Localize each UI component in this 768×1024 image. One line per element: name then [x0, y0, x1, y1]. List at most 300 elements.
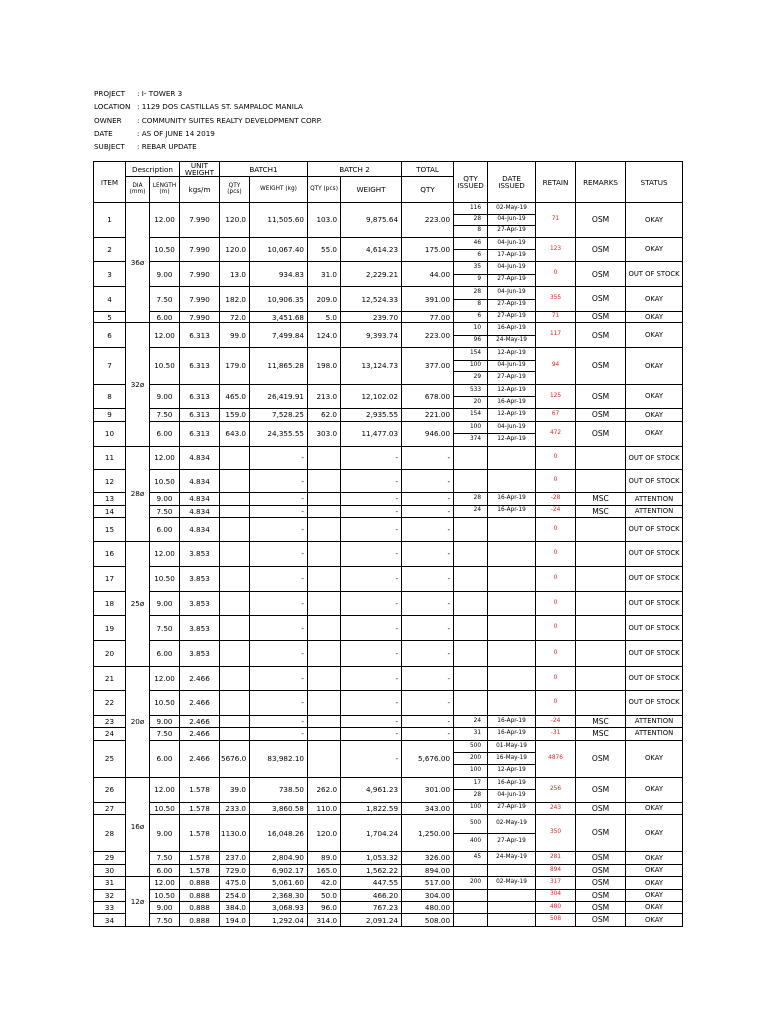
col-date-issued: DATE ISSUED	[488, 162, 536, 203]
retain-cell: 0	[536, 591, 576, 616]
qty-issued-cell	[454, 203, 488, 237]
item-cell: 31	[94, 877, 126, 889]
remarks-cell	[576, 518, 626, 542]
date-issued-cell	[488, 889, 536, 901]
issued-date	[488, 890, 535, 901]
remarks-cell: OSM	[576, 815, 626, 852]
remarks-cell: OSM	[576, 312, 626, 323]
b1-qty-cell: 1130.0	[220, 815, 250, 852]
qty-issued-cell	[454, 914, 488, 927]
b2-weight-cell: 1,704.24	[341, 815, 402, 852]
retain-cell: 71	[536, 203, 576, 237]
b1-qty-cell	[220, 566, 250, 591]
item-cell: 12	[94, 470, 126, 493]
total-qty-cell: 5,676.00	[402, 740, 454, 777]
remarks-cell: OSM	[576, 877, 626, 889]
issued-qty: 500	[469, 820, 482, 827]
qty-issued-cell	[454, 802, 488, 814]
b1-qty-cell: 99.0	[220, 323, 250, 348]
issued-date: 12-Apr-19	[497, 350, 526, 357]
b1-qty-cell	[220, 591, 250, 616]
date-issued-cell	[488, 237, 536, 262]
issued-qty: 100	[454, 764, 487, 776]
table-row	[94, 815, 683, 852]
status-cell: OKAY	[626, 237, 683, 262]
b2-weight-cell: -	[341, 518, 402, 542]
b1-weight-cell: -	[250, 493, 308, 505]
status-cell: OUT OF STOCK	[626, 518, 683, 542]
dia-cell: 36ø	[126, 203, 150, 323]
unit-weight-cell: 1.578	[180, 864, 220, 876]
b2-weight-cell: -	[341, 493, 402, 505]
date-issued-cell	[488, 877, 536, 889]
col-total-qty: QTY	[402, 177, 454, 203]
issued-qty: 96	[454, 335, 487, 347]
retain-cell: 350	[536, 815, 576, 852]
total-qty-cell: 508.00	[402, 914, 454, 927]
qty-issued-cell	[454, 518, 488, 542]
unit-weight-cell: 3.853	[180, 541, 220, 566]
qty-issued-cell	[454, 505, 488, 517]
col-b2-qty: QTY (pcs)	[308, 177, 341, 203]
table-row	[94, 203, 683, 237]
retain-cell: 508	[536, 914, 576, 927]
unit-weight-cell: 3.853	[180, 641, 220, 667]
issued-qty: 500	[469, 742, 482, 749]
issued-date	[488, 542, 535, 565]
b2-weight-cell: -	[341, 667, 402, 691]
b2-qty-cell	[308, 616, 341, 641]
total-qty-cell: 304.00	[402, 889, 454, 901]
b2-weight-cell: 12,102.02	[341, 384, 402, 409]
qty-issued-cell	[454, 470, 488, 493]
subject-line	[94, 140, 322, 153]
issued-qty: 17	[473, 779, 482, 786]
issued-qty: 154	[469, 350, 482, 357]
b2-qty-cell	[308, 740, 341, 777]
table-row	[94, 591, 683, 616]
date-issued-cell	[488, 777, 536, 802]
length-cell: 12.00	[150, 877, 180, 889]
issued-date: 27-Apr-19	[488, 225, 535, 236]
issued-date: 12-Apr-19	[497, 411, 526, 418]
issued-qty	[454, 902, 487, 913]
issued-qty	[454, 865, 487, 876]
b1-qty-cell	[220, 667, 250, 691]
issued-qty: 8	[454, 299, 487, 311]
remarks-cell	[576, 446, 626, 470]
date-issued-cell	[488, 203, 536, 237]
col-description: Description	[126, 162, 180, 177]
remarks-cell: OSM	[576, 237, 626, 262]
status-cell: OKAY	[626, 914, 683, 927]
qty-issued-cell	[454, 323, 488, 348]
item-cell: 27	[94, 802, 126, 814]
b2-qty-cell: 209.0	[308, 287, 341, 312]
unit-weight-cell: 6.313	[180, 409, 220, 421]
b1-weight-cell: 2,368.30	[250, 889, 308, 901]
item-cell: 26	[94, 777, 126, 802]
col-batch2: BATCH 2	[308, 162, 402, 177]
b2-weight-cell: 466.20	[341, 889, 402, 901]
item-cell: 18	[94, 591, 126, 616]
table-row	[94, 777, 683, 802]
col-retain: RETAIN	[536, 162, 576, 203]
b1-weight-cell: -	[250, 470, 308, 493]
b1-weight-cell: 16,048.26	[250, 815, 308, 852]
retain-cell: 71	[536, 312, 576, 323]
date-issued-cell	[488, 802, 536, 814]
date-label: DATE	[94, 128, 113, 138]
remarks-cell: MSC	[576, 715, 626, 727]
status-cell: OKAY	[626, 348, 683, 384]
date-issued-cell	[488, 616, 536, 641]
issued-qty: 200	[454, 752, 487, 764]
length-cell: 10.50	[150, 470, 180, 493]
b2-weight-cell: 2,091.24	[341, 914, 402, 927]
issued-qty: 28	[473, 495, 482, 501]
status-cell: OKAY	[626, 902, 683, 914]
issued-qty: 46	[473, 239, 482, 246]
rebar-table	[93, 161, 683, 927]
issued-qty: 100	[469, 804, 482, 811]
location-label: LOCATION	[94, 102, 131, 112]
issued-qty: 24	[473, 717, 482, 724]
remarks-cell: MSC	[576, 505, 626, 517]
status-cell: OUT OF STOCK	[626, 690, 683, 715]
status-cell: OUT OF STOCK	[626, 262, 683, 287]
qty-issued-cell	[454, 409, 488, 421]
issued-date	[488, 667, 535, 689]
retain-cell: 0	[536, 470, 576, 493]
b2-qty-cell: 198.0	[308, 348, 341, 384]
b2-qty-cell: 50.0	[308, 889, 341, 901]
item-cell: 28	[94, 815, 126, 852]
item-cell: 22	[94, 690, 126, 715]
b2-weight-cell: 13,124.73	[341, 348, 402, 384]
item-cell: 6	[94, 323, 126, 348]
item-cell: 7	[94, 348, 126, 384]
status-cell: OKAY	[626, 852, 683, 864]
b2-qty-cell	[308, 505, 341, 517]
remarks-cell: OSM	[576, 409, 626, 421]
b1-qty-cell: 194.0	[220, 914, 250, 927]
issued-qty: 154	[469, 411, 482, 418]
length-cell: 12.00	[150, 446, 180, 470]
remarks-cell: MSC	[576, 493, 626, 505]
b1-weight-cell: -	[250, 541, 308, 566]
issued-qty	[454, 542, 487, 565]
retain-cell: -28	[536, 493, 576, 505]
qty-issued-cell	[454, 616, 488, 641]
unit-weight-cell: 1.578	[180, 815, 220, 852]
b2-qty-cell: 89.0	[308, 852, 341, 864]
unit-weight-cell: 6.313	[180, 421, 220, 446]
b1-weight-cell: 934.83	[250, 262, 308, 287]
length-cell: 12.00	[150, 541, 180, 566]
b1-weight-cell: -	[250, 591, 308, 616]
unit-weight-cell: 1.578	[180, 777, 220, 802]
b2-weight-cell: -	[341, 541, 402, 566]
retain-cell: 256	[536, 777, 576, 802]
b2-qty-cell: 42.0	[308, 877, 341, 889]
issued-qty: 100	[454, 360, 487, 372]
total-qty-cell: 1,250.00	[402, 815, 454, 852]
qty-issued-cell	[454, 641, 488, 667]
retain-cell: 4876	[536, 740, 576, 777]
unit-weight-cell: 7.990	[180, 237, 220, 262]
col-total: TOTAL	[402, 162, 454, 177]
issued-qty: 20	[454, 396, 487, 408]
table-body	[94, 203, 683, 927]
date-issued-cell	[488, 815, 536, 852]
retain-cell: 0	[536, 262, 576, 287]
b1-qty-cell: 13.0	[220, 262, 250, 287]
qty-issued-cell	[454, 348, 488, 384]
unit-weight-cell: 3.853	[180, 616, 220, 641]
issued-qty	[454, 447, 487, 469]
b2-weight-cell: 2,229.21	[341, 262, 402, 287]
issued-qty: 6	[454, 249, 487, 261]
status-cell: OKAY	[626, 877, 683, 889]
remarks-cell: OSM	[576, 777, 626, 802]
issued-date	[488, 642, 535, 666]
table-row	[94, 470, 683, 493]
table-row	[94, 889, 683, 901]
total-qty-cell: 301.00	[402, 777, 454, 802]
length-cell: 9.00	[150, 384, 180, 409]
b2-weight-cell: -	[341, 690, 402, 715]
item-cell: 16	[94, 541, 126, 566]
issued-date	[488, 567, 535, 590]
status-cell: OKAY	[626, 740, 683, 777]
unit-weight-cell: 7.990	[180, 312, 220, 323]
issued-date	[488, 447, 535, 469]
retain-cell: -24	[536, 505, 576, 517]
item-cell: 19	[94, 616, 126, 641]
b1-qty-cell: 465.0	[220, 384, 250, 409]
date-issued-cell	[488, 312, 536, 323]
retain-cell: 0	[536, 541, 576, 566]
remarks-cell: OSM	[576, 323, 626, 348]
table-row	[94, 616, 683, 641]
owner-label: OWNER	[94, 115, 122, 125]
date-issued-cell	[488, 690, 536, 715]
total-qty-cell: -	[402, 641, 454, 667]
total-qty-cell: 678.00	[402, 384, 454, 409]
b1-weight-cell: -	[250, 505, 308, 517]
b2-qty-cell: 96.0	[308, 902, 341, 914]
date-issued-cell	[488, 715, 536, 727]
qty-issued-cell	[454, 287, 488, 312]
length-cell: 12.00	[150, 323, 180, 348]
b1-qty-cell: 159.0	[220, 409, 250, 421]
total-qty-cell: -	[402, 690, 454, 715]
remarks-cell: OSM	[576, 421, 626, 446]
dia-cell: 20ø	[126, 667, 150, 778]
b2-qty-cell: 55.0	[308, 237, 341, 262]
total-qty-cell: 326.00	[402, 852, 454, 864]
status-cell: OKAY	[626, 815, 683, 852]
total-qty-cell: -	[402, 728, 454, 740]
remarks-cell: OSM	[576, 802, 626, 814]
b1-qty-cell	[220, 690, 250, 715]
issued-date: 02-May-19	[496, 879, 527, 886]
item-cell: 21	[94, 667, 126, 691]
status-cell: OUT OF STOCK	[626, 591, 683, 616]
b2-weight-cell: 4,961.23	[341, 777, 402, 802]
remarks-cell	[576, 641, 626, 667]
b1-weight-cell: 26,419.91	[250, 384, 308, 409]
total-qty-cell: 343.00	[402, 802, 454, 814]
unit-weight-cell: 2.466	[180, 667, 220, 691]
retain-cell: 281	[536, 852, 576, 864]
retain-cell: 0	[536, 616, 576, 641]
length-cell: 7.50	[150, 852, 180, 864]
b1-weight-cell: 11,865.28	[250, 348, 308, 384]
qty-issued-cell	[454, 852, 488, 864]
b1-qty-cell: 72.0	[220, 312, 250, 323]
unit-weight-cell: 6.313	[180, 348, 220, 384]
total-qty-cell: -	[402, 470, 454, 493]
dia-cell: 12ø	[126, 877, 150, 927]
b1-weight-cell: -	[250, 728, 308, 740]
b1-qty-cell: 179.0	[220, 348, 250, 384]
remarks-cell	[576, 470, 626, 493]
issued-qty	[454, 890, 487, 901]
length-cell: 10.50	[150, 889, 180, 901]
issued-date: 01-May-19	[496, 742, 527, 749]
b2-weight-cell: 4,614.23	[341, 237, 402, 262]
retain-cell: 480	[536, 902, 576, 914]
length-cell: 10.50	[150, 237, 180, 262]
length-cell: 12.00	[150, 203, 180, 237]
b1-qty-cell	[220, 505, 250, 517]
b1-weight-cell: -	[250, 566, 308, 591]
unit-weight-cell: 4.834	[180, 493, 220, 505]
total-qty-cell: 221.00	[402, 409, 454, 421]
issued-date: 24-May-19	[488, 335, 535, 347]
remarks-cell: OSM	[576, 852, 626, 864]
issued-qty: 24	[473, 507, 482, 514]
b1-weight-cell: 10,906.35	[250, 287, 308, 312]
issued-date: 16-Apr-19	[497, 779, 526, 786]
b1-qty-cell: 254.0	[220, 889, 250, 901]
b2-weight-cell: -	[341, 505, 402, 517]
remarks-cell: OSM	[576, 902, 626, 914]
issued-date: 16-Apr-19	[497, 729, 526, 736]
issued-date: 12-Apr-19	[488, 764, 535, 776]
b1-weight-cell: 10,067.40	[250, 237, 308, 262]
date-issued-cell	[488, 505, 536, 517]
qty-issued-cell	[454, 815, 488, 852]
b1-weight-cell: 3,860.58	[250, 802, 308, 814]
b2-weight-cell: 1,562.22	[341, 864, 402, 876]
retain-cell: 317	[536, 877, 576, 889]
table-row	[94, 740, 683, 777]
issued-date: 16-Apr-19	[497, 717, 526, 724]
b1-weight-cell: 5,061.60	[250, 877, 308, 889]
qty-issued-cell	[454, 715, 488, 727]
b2-weight-cell: 447.55	[341, 877, 402, 889]
date-issued-cell	[488, 262, 536, 287]
status-cell: ATTENTION	[626, 493, 683, 505]
length-cell: 7.50	[150, 409, 180, 421]
b2-qty-cell	[308, 493, 341, 505]
status-cell: ATTENTION	[626, 715, 683, 727]
issued-date	[488, 865, 535, 876]
b2-weight-cell: -	[341, 470, 402, 493]
issued-date: 16-Apr-19	[497, 495, 526, 501]
dia-cell: 32ø	[126, 323, 150, 446]
item-cell: 23	[94, 715, 126, 727]
unit-weight-cell: 7.990	[180, 287, 220, 312]
total-qty-cell: -	[402, 566, 454, 591]
b1-qty-cell: 475.0	[220, 877, 250, 889]
total-qty-cell: -	[402, 446, 454, 470]
issued-date: 27-Apr-19	[497, 804, 526, 811]
date-issued-cell	[488, 384, 536, 409]
length-cell: 12.00	[150, 777, 180, 802]
qty-issued-cell	[454, 566, 488, 591]
b2-qty-cell: 165.0	[308, 864, 341, 876]
b2-qty-cell: 213.0	[308, 384, 341, 409]
retain-cell: 94	[536, 348, 576, 384]
total-qty-cell: 223.00	[402, 323, 454, 348]
col-status: STATUS	[626, 162, 683, 203]
retain-cell: 304	[536, 889, 576, 901]
issued-qty: 8	[454, 225, 487, 236]
unit-weight-cell: 2.466	[180, 740, 220, 777]
b1-qty-cell: 384.0	[220, 902, 250, 914]
unit-weight-cell: 1.578	[180, 852, 220, 864]
issued-qty: 45	[473, 854, 482, 861]
table-row	[94, 348, 683, 384]
issued-qty: 400	[454, 833, 487, 851]
b1-qty-cell: 729.0	[220, 864, 250, 876]
qty-issued-cell	[454, 591, 488, 616]
issued-qty: 100	[469, 423, 482, 430]
date-issued-cell	[488, 566, 536, 591]
unit-weight-cell: 0.888	[180, 902, 220, 914]
project-line	[94, 87, 322, 100]
b1-weight-cell: 3,451.68	[250, 312, 308, 323]
b1-qty-cell	[220, 518, 250, 542]
b2-qty-cell: 314.0	[308, 914, 341, 927]
status-cell: OUT OF STOCK	[626, 667, 683, 691]
table-row	[94, 312, 683, 323]
issued-date: 27-Apr-19	[488, 274, 535, 286]
status-cell: OUT OF STOCK	[626, 616, 683, 641]
unit-weight-cell: 2.466	[180, 728, 220, 740]
unit-weight-cell: 7.990	[180, 203, 220, 237]
b2-qty-cell: 5.0	[308, 312, 341, 323]
unit-weight-cell: 2.466	[180, 690, 220, 715]
issued-qty	[454, 667, 487, 689]
b2-qty-cell	[308, 541, 341, 566]
issued-date	[488, 471, 535, 492]
table-row	[94, 641, 683, 667]
col-dia: DIA (mm)	[126, 177, 150, 203]
b1-weight-cell: 24,355.55	[250, 421, 308, 446]
project-value: : I- TOWER 3	[137, 89, 183, 98]
table-row	[94, 914, 683, 927]
item-cell: 20	[94, 641, 126, 667]
total-qty-cell: -	[402, 667, 454, 691]
table-row	[94, 421, 683, 446]
item-cell: 30	[94, 864, 126, 876]
date-issued-cell	[488, 852, 536, 864]
